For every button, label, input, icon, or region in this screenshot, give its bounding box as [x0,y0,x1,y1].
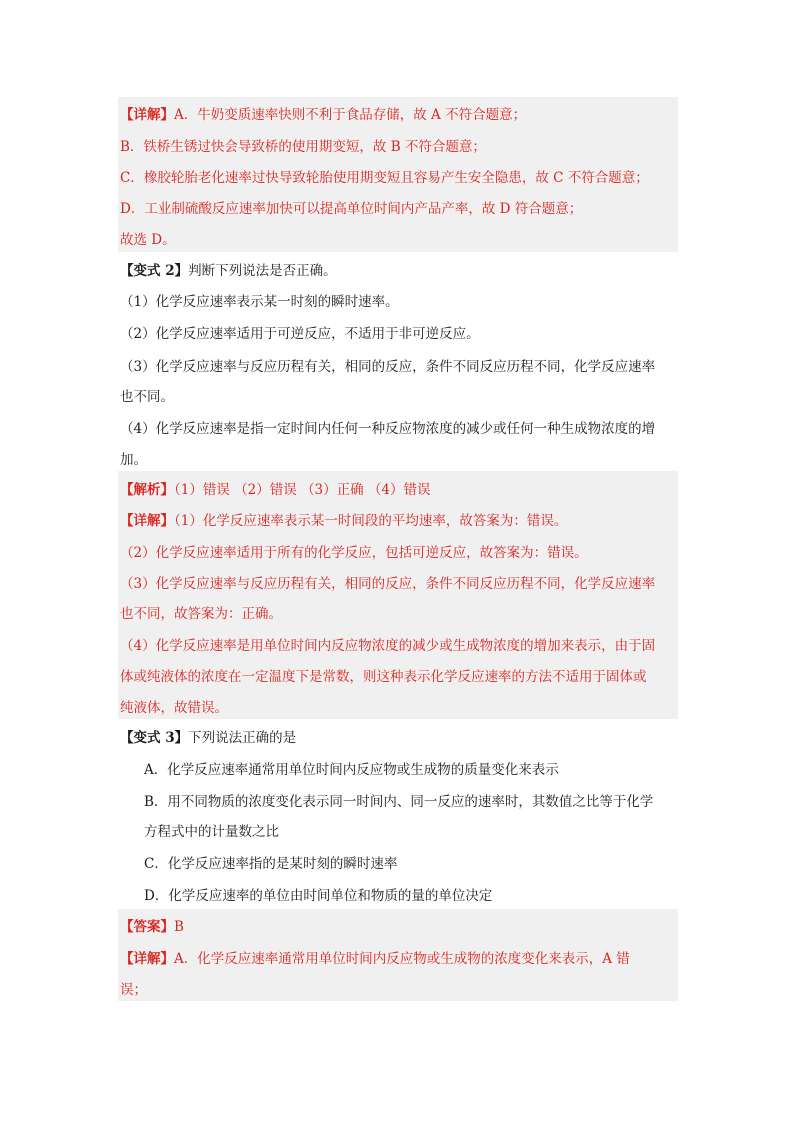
question-item: 加。 [120,452,147,468]
question-item: （3）化学反应速率与反应历程有关，相同的反应，条件不同反应历程不同，化学反应速率 [120,359,656,375]
explanation-block-1 [118,97,678,252]
explanation-line: 【详解】A．化学反应速率通常用单位时间内反应物或生成物的浓度变化来表示，A 错 [120,951,630,967]
explanation-line: 故选 D。 [120,232,176,248]
explanation-line: 也不同，故答案为：正确。 [120,606,282,622]
explanation-line: C．橡胶轮胎老化速率过快导致轮胎使用期变短且容易产生安全隐患，故 C 不符合题意； [120,170,649,186]
explanation-block-3 [118,909,678,1001]
explanation-line: 【详解】（1）化学反应速率表示某一时间段的平均速率，故答案为：错误。 [120,513,568,529]
question-option: C．化学反应速率指的是某时刻的瞬时速率 [144,856,398,872]
explanation-line: 【详解】A．牛奶变质速率快则不利于食品存储，故 A 不符合题意； [120,107,527,123]
question-stem: 【变式 3】下列说法正确的是 [120,730,297,746]
explanation-line: B．铁桥生锈过快会导致桥的使用期变短，故 B 不符合题意； [120,139,486,155]
question-option: D．化学反应速率的单位由时间单位和物质的量的单位决定 [144,888,493,904]
answer-line: 【答案】B [120,919,184,935]
explanation-line: D．工业制硫酸反应速率加快可以提高单位时间内产品产率，故 D 符合题意； [120,201,583,217]
question-stem: 【变式 2】判断下列说法是否正确。 [120,263,337,279]
question-item: （4）化学反应速率是指一定时间内任何一种反应物浓度的减少或任何一种生成物浓度的增 [120,421,656,437]
explanation-line: （4）化学反应速率是用单位时间内反应物浓度的减少或生成物浓度的增加来表示，由于固 [120,638,656,654]
explanation-line: 体或纯液体的浓度在一定温度下是常数，则这种表示化学反应速率的方法不适用于固体或 [120,669,647,685]
question-option: 方程式中的计量数之比 [144,824,279,840]
question-item: （1）化学反应速率表示某一时刻的瞬时速率。 [120,294,399,310]
question-option: B．用不同物质的浓度变化表示同一时间内、同一反应的速率时，其数值之比等于化学 [144,794,654,810]
explanation-line: （2）化学反应速率适用于所有的化学反应，包括可逆反应，故答案为：错误。 [120,545,588,561]
question-2 [118,252,678,470]
explanation-line: 纯液体，故错误。 [120,700,228,716]
question-option: A．化学反应速率通常用单位时间内反应物或生成物的质量变化来表示 [144,762,559,778]
explanation-line: 误； [120,982,147,998]
question-3 [118,720,678,908]
explanation-block-2 [118,471,678,719]
question-item: 也不同。 [120,389,174,405]
explanation-line: （3）化学反应速率与反应历程有关，相同的反应，条件不同反应历程不同，化学反应速率 [120,576,656,592]
question-item: （2）化学反应速率适用于可逆反应，不适用于非可逆反应。 [120,326,480,342]
analysis-line: 【解析】（1）错误 （2）错误 （3）正确 （4）错误 [120,482,431,498]
